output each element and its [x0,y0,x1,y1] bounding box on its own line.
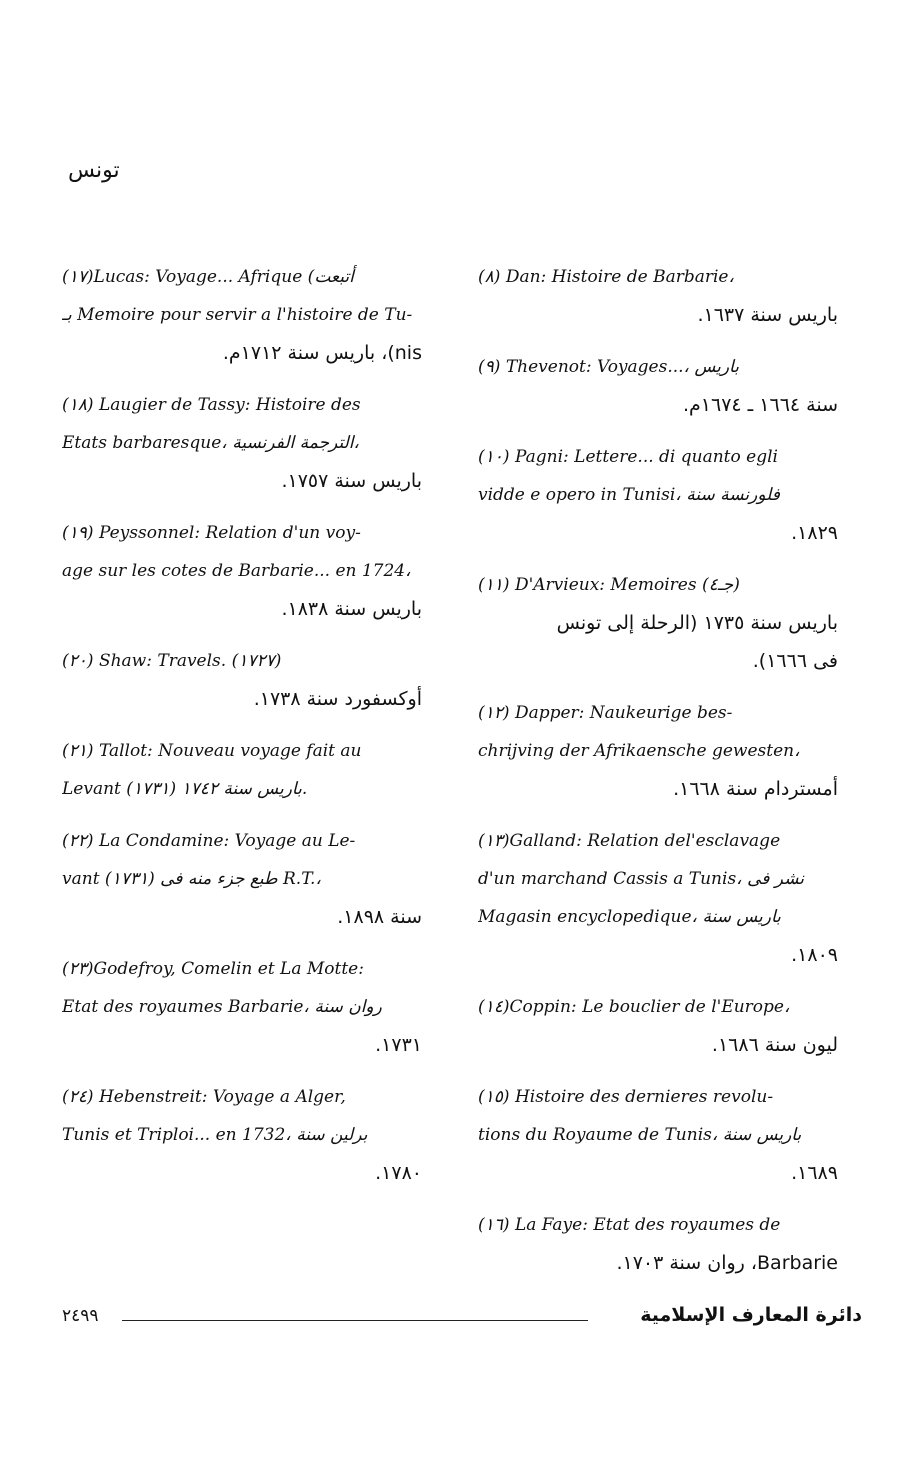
reference-line: (٢٠) Shaw: Travels. (١٧٢٧) [62,651,282,671]
right-entry [478,988,838,1064]
page-header: تونس [68,158,120,183]
reference-line: (١٠) Pagni: Lettere... di quanto egli [478,447,778,467]
footer-rule [122,1320,588,1321]
reference-line: vidde e opero in Tunisi، فلورنسة سنة [478,485,780,505]
reference-line: ١٨٢٩. [791,522,838,544]
right-entry [478,348,838,424]
reference-line: (٢١) Tallot: Nouveau voyage fait au [62,741,362,761]
reference-line: (١٧)Lucas: Voyage... Afrique (أتبعت [62,267,354,287]
reference-line: (٨) Dan: Histoire de Barbarie، [478,267,734,287]
right-entry [478,258,838,334]
reference-line: Tunis et Triploi... en 1732، برلين سنة [62,1125,368,1145]
reference-line: Levant (١٧٣١) باريس سنة ١٧٤٢. [62,779,308,799]
reference-line: nis)، باريس سنة ١٧١٢م. [222,342,422,364]
page-footer [62,1306,862,1336]
reference-line: (١٣)Galland: Relation del'esclavage [478,831,781,851]
reference-line: ١٦٨٩. [791,1162,838,1184]
reference-line: Etats barbaresque، الترجمة الفرنسية، [62,433,359,453]
reference-line: (٩) Thevenot: Voyages...، باريس [478,357,739,377]
footer-title: دائرة المعارف الإسلامية [640,1304,862,1326]
reference-line: (١٢) Dapper: Naukeurige bes- [478,703,733,723]
left-entry [62,822,422,936]
reference-line: Barbarie، روان سنة ١٧٠٣. [616,1252,838,1274]
reference-line: (٢٣)Godefroy, Comelin et La Motte: [62,959,364,979]
left-entry [62,514,422,628]
reference-line: باريس سنة ١٧٥٧. [281,470,422,492]
reference-line: سنة ١٦٦٤ ـ ١٦٧٤م. [682,394,838,416]
reference-line: أمستردام سنة ١٦٦٨. [673,778,838,800]
reference-line: باريس سنة ١٨٣٨. [281,598,422,620]
reference-line: (١٨) Laugier de Tassy: Histoire des [62,395,361,415]
right-column [478,258,838,1296]
reference-line: d'un marchand Cassis a Tunis، نشر فى [478,869,805,889]
page-number: ٢٤٩٩ [62,1306,99,1326]
reference-line: tions du Royaume de Tunis، باريس سنة [478,1125,802,1145]
reference-line: (١٩) Peyssonnel: Relation d'un voy- [62,523,361,543]
reference-line: ١٨٠٩. [791,944,838,966]
reference-line: أوكسفورد سنة ١٧٣٨. [253,688,422,710]
reference-line: (٢٤) Hebenstreit: Voyage a Alger, [62,1087,346,1107]
reference-line: فى ١٦٦٦). [752,650,838,672]
right-entry [478,438,838,552]
reference-line: ليون سنة ١٦٨٦. [711,1034,838,1056]
left-entry [62,258,422,372]
left-entry [62,1078,422,1192]
reference-line: (١٦) La Faye: Etat des royaumes de [478,1215,781,1235]
reference-line: سنة ١٨٩٨. [337,906,422,928]
right-entry [478,1206,838,1282]
reference-line: Etat des royaumes Barbarie، روان سنة [62,997,382,1017]
reference-line: (١٤)Coppin: Le bouclier de l'Europe، [478,997,790,1017]
right-entry [478,822,838,974]
reference-line: باريس سنة ١٧٣٥ (الرحلة إلى تونس [556,612,838,634]
right-entry [478,566,838,680]
left-column [62,258,422,1206]
reference-line: (١٥) Histoire des dernieres revolu- [478,1087,774,1107]
reference-line: (٢٢) La Condamine: Voyage au Le- [62,831,356,851]
reference-line: Magasin encyclopedique، باريس سنة [478,907,781,927]
left-entry [62,950,422,1064]
reference-line: ١٧٣١. [375,1034,422,1056]
reference-line: ١٧٨٠. [375,1162,422,1184]
reference-line: باريس سنة ١٦٣٧. [697,304,838,326]
reference-line: vant (١٧٣١) طبع جزء منه فى R.T.، [62,869,321,889]
right-entry [478,694,838,808]
left-entry [62,642,422,718]
reference-line: chrijving der Afrikaensche gewesten، [478,741,800,761]
reference-line: بـ Memoire pour servir a l'histoire de Tu- [62,305,413,325]
left-entry [62,386,422,500]
right-entry [478,1078,838,1192]
reference-line: age sur les cotes de Barbarie... en 1724، [62,561,411,581]
reference-line: (١١) D'Arvieux: Memoires (جـ٤) [478,575,740,595]
left-entry [62,732,422,808]
